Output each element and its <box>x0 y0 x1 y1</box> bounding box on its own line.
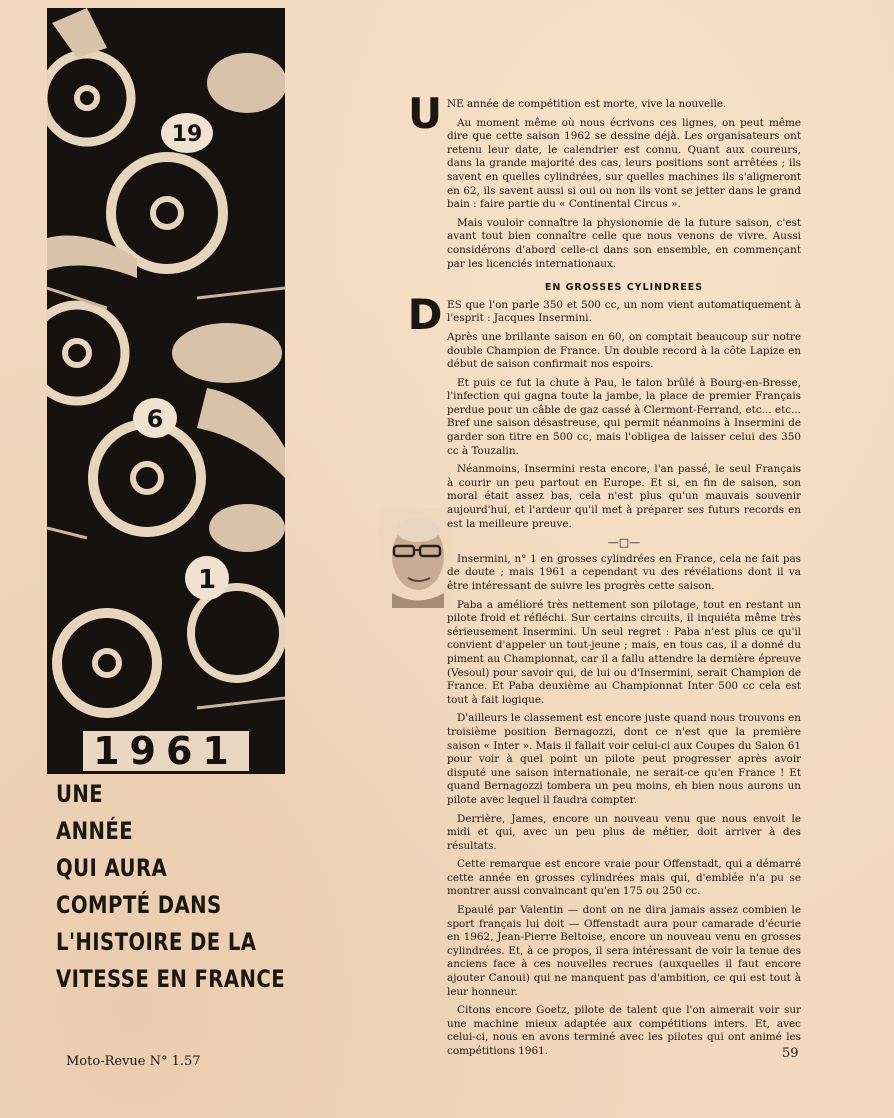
motorcycle-racing-illustration <box>47 8 285 774</box>
headline-line: QUI AURA <box>56 854 168 882</box>
paragraph: Epaulé par Valentin — dont on ne dira jamais assez combien le sport français lui doit — Offenstadt aura pour camarade d'écurie en 1962, Jean-Pierre Beltoise, encore un nouveau venu en grosses cylindrées. Et, à ce propos, il sera intéressant de voir la tenue des anciens face à ces nouvelles recrues (auxquelles il faut encore ajouter Canoui) qui ne manquent pas d'ambition, ce qui est tout à leur honneur. <box>447 904 801 998</box>
intro-lead: UNE année de compétition est morte, vive la nouvelle. <box>407 89 727 138</box>
magazine-footer: Moto-Revue N° 1.57 <box>66 1054 201 1069</box>
year-band <box>47 728 285 774</box>
paragraph: Mais vouloir connaître la physionomie de la future saison, c'est avant tout bien connaître celle que nous venons de vivre. Aussi considérons d'abord celle-ci dans son ensemble, en commençant par les licenciés internationaux. <box>447 216 801 270</box>
racing-artwork <box>47 8 285 774</box>
paragraph: Insermini, n° 1 en grosses cylindrées en France, cela ne fait pas de doute ; mais 1961 a cependant vu des révélations dont il va être intéressant de suivre les progrès cette saison. <box>447 552 801 592</box>
section-lead: DES que l'on parle 350 et 500 cc, un nom vient automatiquement à l'esprit : Jacques Insermini. <box>407 289 801 339</box>
paragraph: Paba a amélioré très nettement son pilotage, tout en restant un pilote froid et réfléchi. Sur certains circuits, il inquiéta même très sérieusement Insermini. Un seul regret : Paba n'est plus ce qu'il convient d'appeler un tout-jeune ; mais, en tous cas, il a donné du piment au Championnat, car il a fallu attendre la dernière épreuve (Vesoul) pour savoir qui, de lui ou d'Insermini, serait Champion de France. Et Paba deuxième au Championnat Inter 500 cc cela est tout à fait logique. <box>447 598 801 706</box>
racing-number-19: 19 <box>171 122 203 147</box>
headline-line: COMPTÉ DANS <box>56 891 222 919</box>
section-subhead: EN GROSSES CYLINDREES <box>544 282 704 294</box>
paragraph: Cette remarque est encore vraie pour Offenstadt, qui a démarré cette année en grosses cylindrées mais qui, d'emblée n'a pu se montrer aussi convaincant qu'en 175 ou 250 cc. <box>447 858 801 898</box>
article-body <box>407 89 801 1064</box>
paragraph: D'ailleurs le classement est encore juste quand nous trouvons en troisième position Bernagozzi, dont ce n'est que la première saison « Inter ». Mais il fallait voir celui-ci aux Coupes du Salon 61 pour voir à quel point un pilote peut progresser après avoir disputé une saison internationale, ne serait-ce qu'en France ! Et quand Bernagozzi tombera un peu moins, eh bien nous aurons un pilote avec lequel il faudra compter. <box>447 712 801 806</box>
headline-line: VITESSE EN FRANCE <box>56 965 286 993</box>
year-label: 1961 <box>83 731 249 771</box>
headline-line: L'HISTOIRE DE LA <box>56 928 257 956</box>
dropcap-d: D <box>407 289 443 339</box>
paragraph: Au moment même où nous écrivons ces lignes, on peut même dire que cette saison 1962 se dessine déjà. Les organisateurs ont retenu leur date, le calendrier est connu. Quant aux coureurs, dans la grande majorité des cas, leurs positions sont arrêtées ; ils savent en quelles cylindrées, sur quelles machines ils s'aligneront en 62, ils savent aussi si oui ou non ils vont se jetter dans le grand bain : faire partie du « Continental Circus ». <box>447 116 801 211</box>
page-number: 59 <box>782 1046 799 1061</box>
paragraph: Derrière, James, encore un nouveau venu que nous envoit le midi et qui, avec un peu plus de métier, doit arriver à des résultats. <box>447 812 801 852</box>
article-headline <box>56 776 286 998</box>
headline-line: ANNÉE <box>56 817 134 845</box>
paragraph: Citons encore Goetz, pilote de talent que l'on aimerait voir sur une machine mieux adaptée aux compétitions inters. Et, avec celui-ci, nous en avons terminé avec les pilotes qui ont animé les compétitions 1961. <box>447 1004 801 1057</box>
paragraph: Après une brillante saison en 60, on comptait beaucoup sur notre double Champion de France. Un double record à la côte Lapize en début de saison confirmait nos espoirs. <box>447 330 801 371</box>
paragraph: Et puis ce fut la chute à Pau, le talon brûlé à Bourg-en-Bresse, l'infection qui gagna toute la jambe, la place de premier Français perdue pour un câble de gaz cassé à Clermont-Ferrand, etc... etc... Bref une saison désastreuse, qui permit néanmoins à Insermini de garder son titre en 500 cc, mais l'obligea de laisser celui des 350 cc à Touzalin. <box>447 376 801 457</box>
paragraph: Néanmoins, Insermini resta encore, l'an passé, le seul Français à courir un peu partout en Europe. Et si, en fin de saison, son moral était assez bas, cela n'est plus qu'un mauvais souvenir aujourd'hui, et l'ardeur qu'il met à préparer ses futurs records en est la meilleure preuve. <box>447 463 801 530</box>
portrait-photo <box>378 508 454 608</box>
headline-line: UNE <box>56 780 104 808</box>
racing-number-6: 6 <box>146 405 164 433</box>
dropcap-u: U <box>407 89 443 138</box>
racing-number-1: 1 <box>197 565 217 595</box>
section-separator: —□— <box>607 536 641 550</box>
